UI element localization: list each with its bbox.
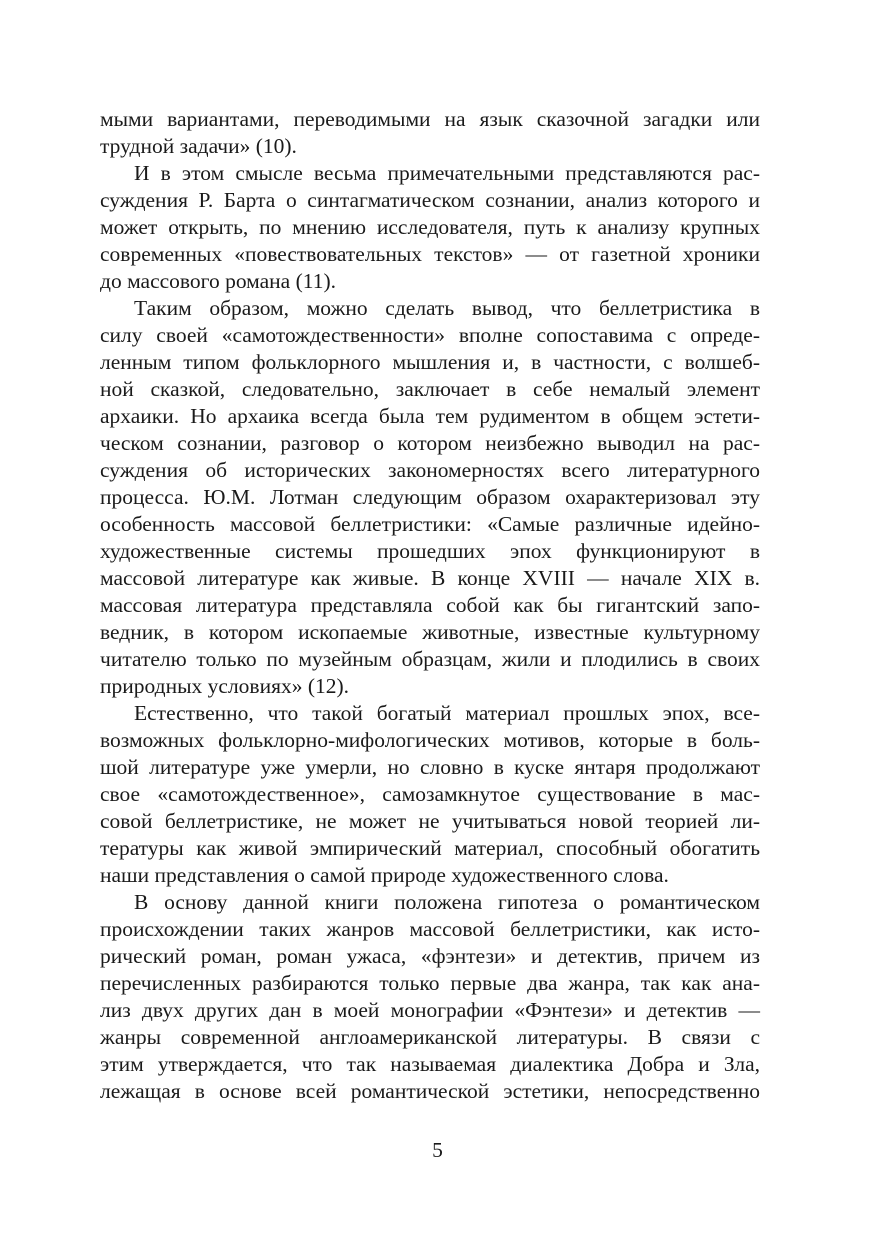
text-line: лиз двух других дан в моей монографии «Фэнтези» и детектив — [100, 998, 760, 1022]
text-line: возможных фольклорно-мифологических мотивов, которые в боль- [100, 728, 760, 752]
text-line: Естественно, что такой богатый материал прошлых эпох, все- [134, 701, 760, 725]
text-line: ленным типом фольклорного мышления и, в частности, с волшеб- [100, 350, 760, 374]
text-line: до массового романа (11). [100, 269, 336, 293]
document-body [100, 106, 760, 1105]
text-line: шой литературе уже умерли, но словно в куске янтаря продолжают [100, 755, 760, 779]
paragraph-2 [100, 160, 760, 295]
text-line: рический роман, роман ужаса, «фэнтези» и детектив, причем из [100, 944, 760, 968]
text-line: совой беллетристике, не может не учитываться новой теорией ли- [100, 809, 760, 833]
paragraph-3 [100, 295, 760, 700]
text-line: тературы как живой эмпирический материал, способный обогатить [100, 836, 760, 860]
text-line: Таким образом, можно сделать вывод, что беллетристика в [134, 296, 760, 320]
text-line: происхождении таких жанров массовой беллетристики, как исто- [100, 917, 760, 941]
text-line: читателю только по музейным образцам, жили и плодились в своих [100, 647, 760, 671]
text-line: может открыть, по мнению исследователя, путь к анализу крупных [100, 215, 760, 239]
text-line: И в этом смысле весьма примечательными представляются рас- [134, 161, 760, 185]
paragraph-5 [100, 889, 760, 1105]
text-line: суждения об исторических закономерностях всего литературного [100, 458, 760, 482]
text-line: силу своей «самотождественности» вполне сопоставима с опреде- [100, 323, 760, 347]
text-line: В основу данной книги положена гипотеза о романтическом [134, 890, 760, 914]
paragraph-4 [100, 700, 760, 889]
text-line: художественные системы прошедших эпох функционируют в [100, 539, 760, 563]
text-line: массовая литература представляла собой как бы гигантский запо- [100, 593, 760, 617]
text-line: лежащая в основе всей романтической эстетики, непосредственно [100, 1079, 760, 1103]
text-line: архаики. Но архаика всегда была тем рудиментом в общем эстети- [100, 404, 760, 428]
text-line: ведник, в котором ископаемые животные, известные культурному [100, 620, 760, 644]
text-line: массовой литературе как живые. В конце XVIII — начале XIX в. [100, 566, 760, 590]
text-line: мыми вариантами, переводимыми на язык сказочной загадки или [100, 107, 760, 131]
text-line: наши представления о самой природе художественного слова. [100, 863, 669, 887]
text-line: ческом сознании, разговор о котором неизбежно выводил на рас- [100, 431, 760, 455]
text-line: ной сказкой, следовательно, заключает в себе немалый элемент [100, 377, 760, 401]
text-line: суждения Р. Барта о синтагматическом сознании, анализ которого и [100, 188, 760, 212]
text-line: особенность массовой беллетристики: «Самые различные идейно- [100, 512, 760, 536]
text-line: природных условиях» (12). [100, 674, 350, 698]
text-line: перечисленных разбираются только первые два жанра, так как ана- [100, 971, 760, 995]
text-line: этим утверждается, что так называемая диалектика Добра и Зла, [100, 1052, 760, 1076]
paragraph-1 [100, 106, 760, 160]
text-line: жанры современной англоамериканской литературы. В связи с [100, 1025, 760, 1049]
text-line: процесса. Ю.М. Лотман следующим образом охарактеризовал эту [100, 485, 760, 509]
page-number: 5 [432, 1138, 443, 1162]
text-line: трудной задачи» (10). [100, 134, 297, 158]
text-line: свое «самотождественное», самозамкнутое существование в мас- [100, 782, 760, 806]
text-line: современных «повествовательных текстов» — от газетной хроники [100, 242, 760, 266]
